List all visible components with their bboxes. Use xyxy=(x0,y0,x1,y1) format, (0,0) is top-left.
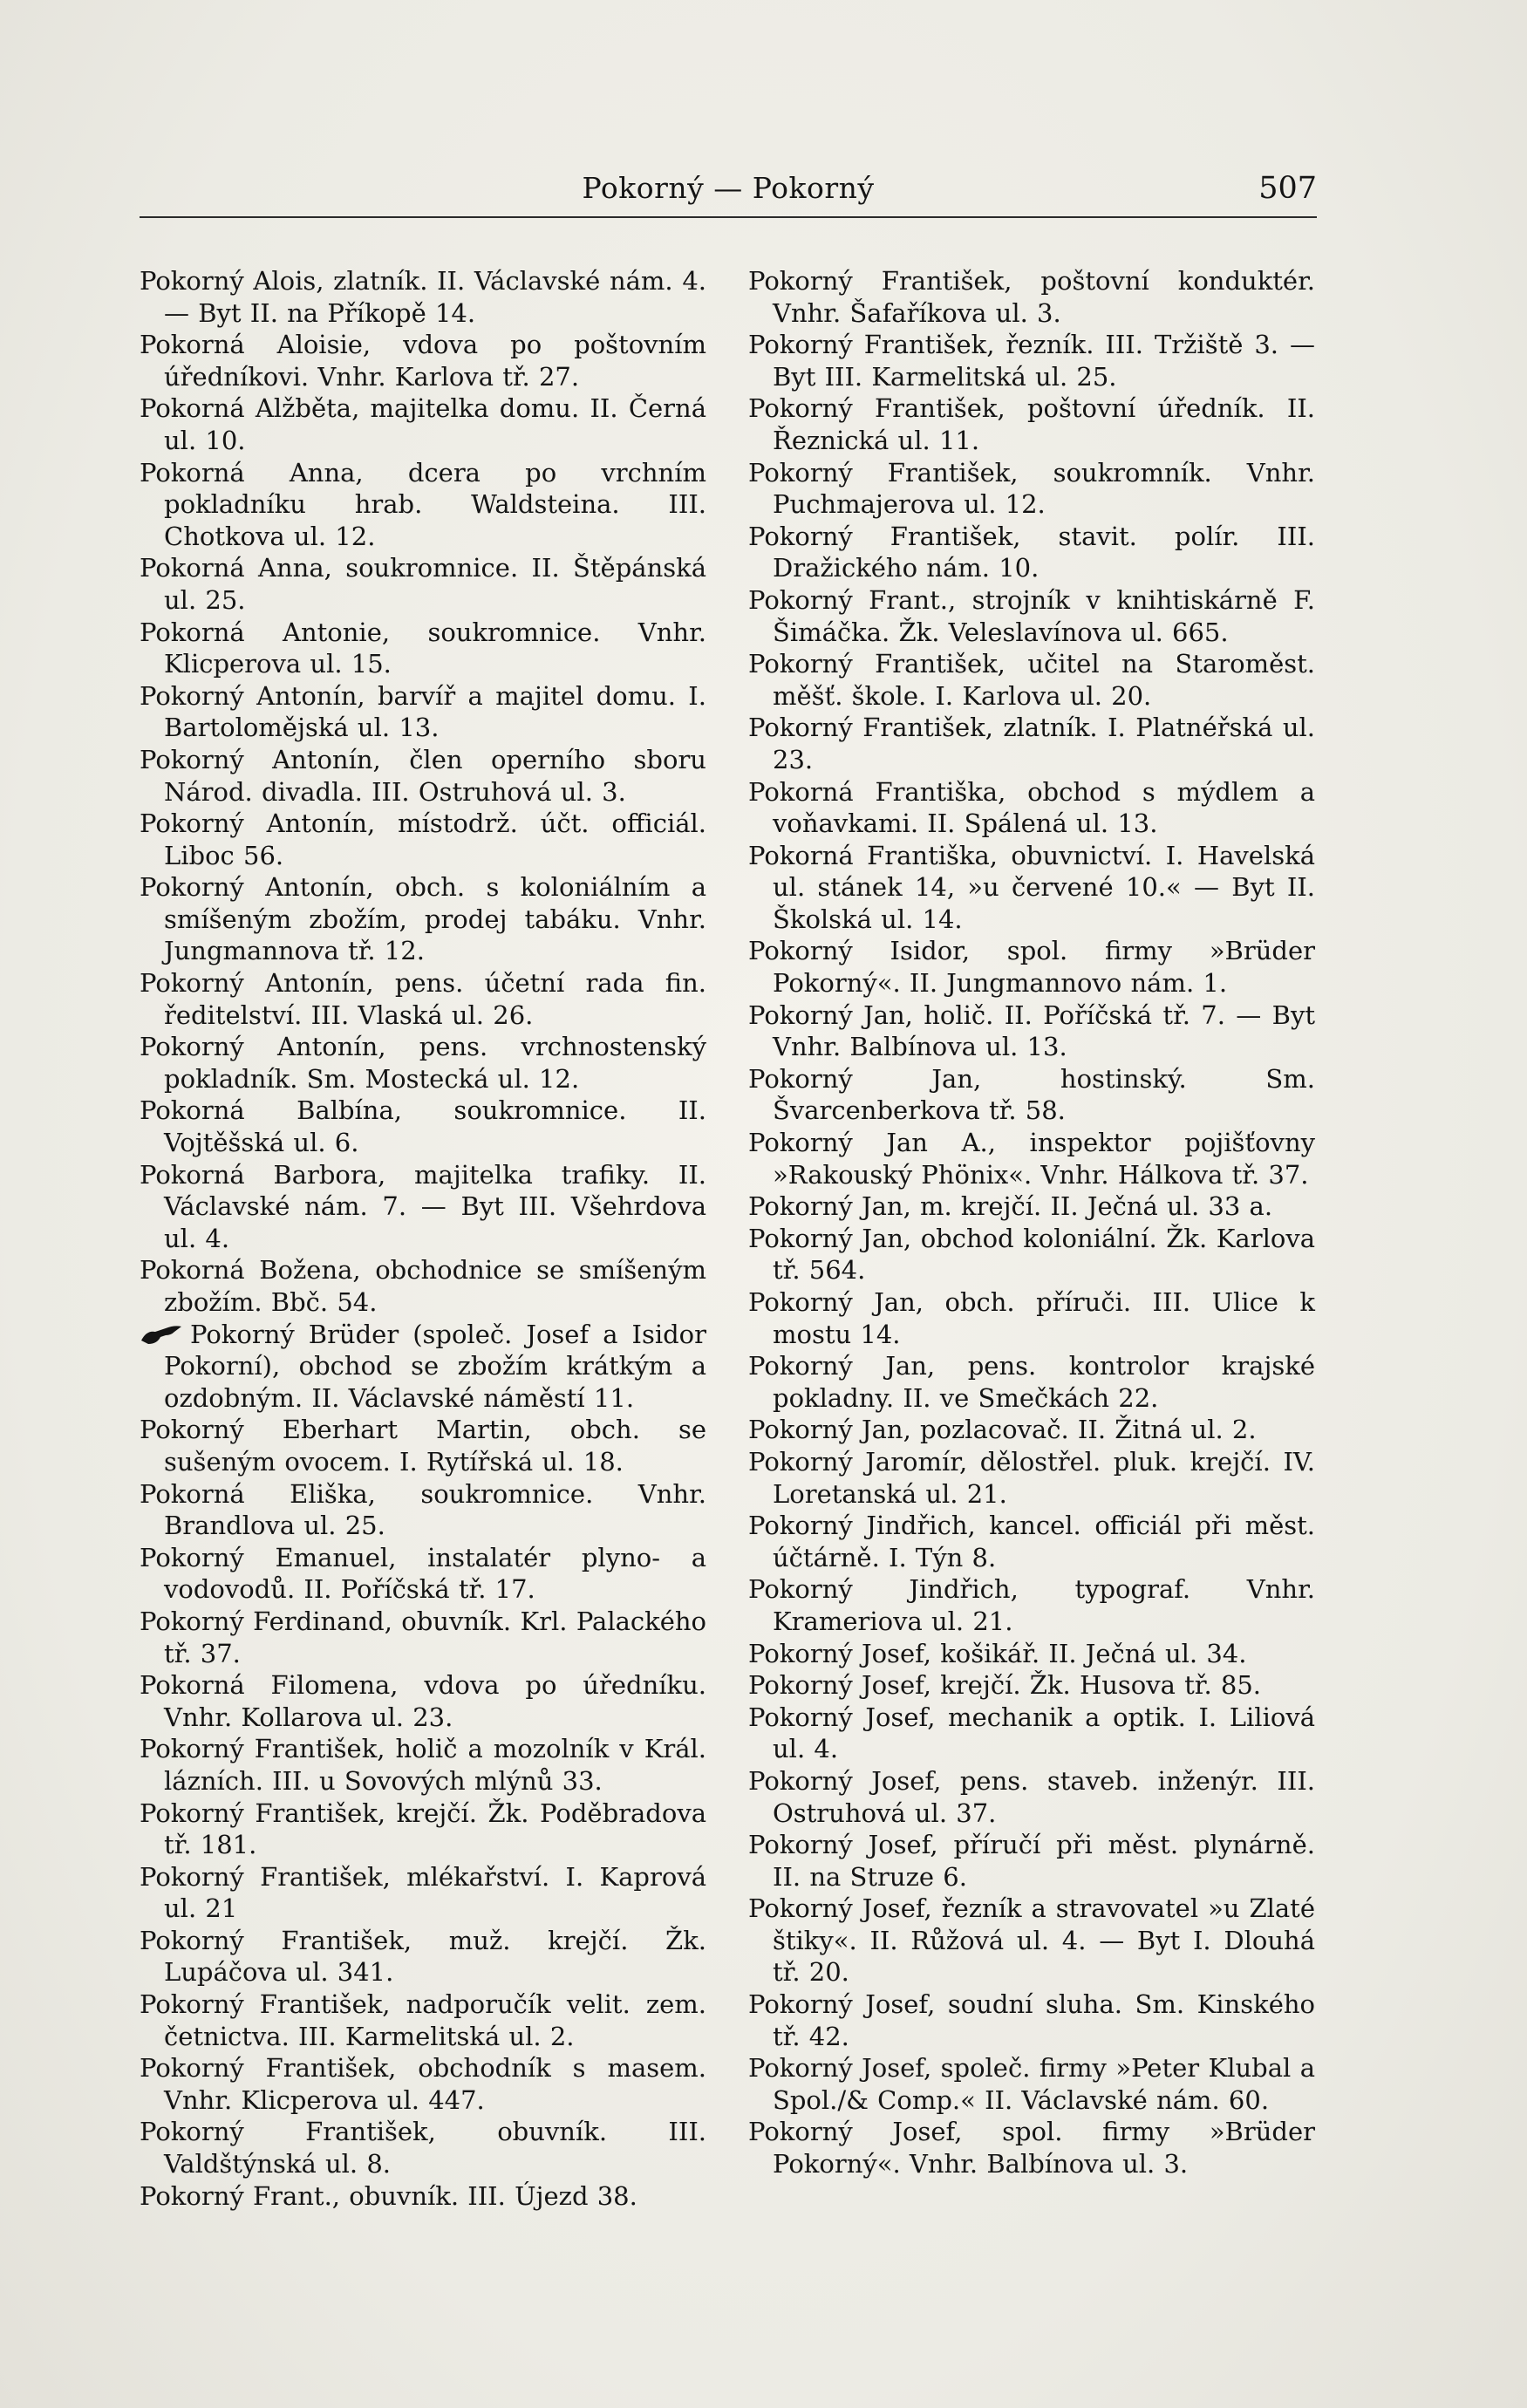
entry-text: Pokorný Jan, m. krejčí. II. Ječná ul. 33 a. xyxy=(748,1191,1273,1222)
directory-entry xyxy=(140,1733,706,1797)
directory-entry xyxy=(748,1223,1315,1286)
directory-entry xyxy=(748,712,1315,775)
entry-text: Pokorný Josef, krejčí. Žk. Husova tř. 85. xyxy=(748,1670,1262,1701)
pointing-hand-icon xyxy=(140,1323,183,1346)
entry-text: Pokorný František, muž. krejčí. Žk. Lupáčova ul. 341. xyxy=(140,1925,706,1988)
directory-entry xyxy=(748,1829,1315,1893)
entry-text: Pokorný Frant., obuvník. III. Újezd 38. xyxy=(140,2180,637,2211)
directory-entry xyxy=(140,552,706,616)
directory-entry xyxy=(748,999,1315,1063)
directory-entry xyxy=(140,2180,706,2213)
left-column xyxy=(140,265,706,2212)
directory-entry xyxy=(748,2116,1315,2179)
entry-text: Pokorný Josef, spol. firmy »Brüder Pokorný«. Vnhr. Balbínova ul. 3. xyxy=(748,2117,1315,2179)
entry-text: Pokorný Antonín, pens. účetní rada fin. ředitelství. III. Vlaská ul. 26. xyxy=(140,968,706,1030)
directory-entry xyxy=(748,1414,1315,1446)
directory-entry xyxy=(748,1127,1315,1190)
directory-entry xyxy=(748,521,1315,584)
directory-entry xyxy=(140,392,706,456)
directory-entry xyxy=(748,1286,1315,1350)
entry-text: Pokorná Božena, obchodnice se smíšeným zbožím. Bbč. 54. xyxy=(140,1255,706,1317)
directory-entry xyxy=(140,1542,706,1606)
entry-text: Pokorný Ferdinand, obuvník. Krl. Palackého tř. 37. xyxy=(140,1606,706,1668)
entry-text: Pokorný Antonín, člen operního sboru Národ. divadla. III. Ostruhová ul. 3. xyxy=(140,744,706,807)
directory-entry xyxy=(140,1988,706,2052)
entry-text: Pokorná Anna, soukromnice. II. Štěpánská ul. 25. xyxy=(140,553,706,615)
directory-entry xyxy=(748,1510,1315,1573)
running-title: Pokorný — Pokorný xyxy=(582,171,875,205)
page-number: 507 xyxy=(1258,171,1317,206)
entry-text: Pokorný František, poštovní konduktér. Vnhr. Šafaříkova ul. 3. xyxy=(748,266,1315,328)
directory-entry xyxy=(748,265,1315,329)
entry-text: Pokorný Josef, společ. firmy »Peter Klubal a Spol./& Comp.« II. Václavské nám. 60. xyxy=(748,2053,1315,2115)
entry-text: Pokorný Josef, příručí při měst. plynárně. II. na Struze 6. xyxy=(748,1830,1315,1892)
entry-text: Pokorný Jan, holič. II. Poříčská tř. 7. — Byt Vnhr. Balbínova ul. 13. xyxy=(748,999,1315,1062)
directory-entry xyxy=(140,1478,706,1542)
entry-text: Pokorný Antonín, místodrž. účt. officiál. Liboc 56. xyxy=(140,808,706,870)
entry-text: Pokorný Brüder (společ. Josef a Isidor Pokorní), obchod se zbožím krátkým a ozdobným. II. Václavské náměstí 11. xyxy=(164,1319,706,1413)
entry-text: Pokorný František, řezník. III. Tržiště 3. — Byt III. Karmelitská ul. 25. xyxy=(748,330,1315,392)
directory-entry xyxy=(748,1988,1315,2052)
directory-entry xyxy=(140,2052,706,2116)
entry-text: Pokorná Filomena, vdova po úředníku. Vnhr. Kollarova ul. 23. xyxy=(140,1670,706,1732)
entry-text: Pokorná Aloisie, vdova po poštovním úředníkovi. Vnhr. Karlova tř. 27. xyxy=(140,330,706,392)
entry-text: Pokorný Antonín, obch. s koloniálním a smíšeným zbožím, prodej tabáku. Vnhr. Jungmannova tř. 12. xyxy=(140,872,706,966)
directory-entry xyxy=(748,935,1315,999)
entry-text: Pokorná Antonie, soukromnice. Vnhr. Klicperova ul. 15. xyxy=(140,617,706,679)
directory-entry xyxy=(748,1190,1315,1223)
entry-text: Pokorný Jan, pozlacovač. II. Žitná ul. 2. xyxy=(748,1415,1257,1445)
directory-entry xyxy=(140,808,706,871)
entry-text: Pokorný Jan, pens. kontrolor krajské pokladny. II. ve Smečkách 22. xyxy=(748,1351,1315,1413)
entry-text: Pokorná Anna, dcera po vrchním pokladníku hrab. Waldsteina. III. Chotkova ul. 12. xyxy=(140,457,706,551)
directory-entry xyxy=(748,2052,1315,2116)
entry-text: Pokorný Alois, zlatník. II. Václavské nám. 4. — Byt II. na Příkopě 14. xyxy=(140,266,706,328)
entry-text: Pokorný František, obchodník s masem. Vnhr. Klicperova ul. 447. xyxy=(140,2053,706,2115)
entry-text: Pokorný František, krejčí. Žk. Poděbradova tř. 181. xyxy=(140,1797,706,1860)
entry-text: Pokorná Barbora, majitelka trafiky. II. Václavské nám. 7. — Byt III. Všehrdova ul. 4. xyxy=(140,1159,706,1253)
entry-text: Pokorný Antonín, pens. vrchnostenský pokladník. Sm. Mostecká ul. 12. xyxy=(140,1032,706,1094)
entry-text: Pokorný Frant., strojník v knihtiskárně F. Šimáčka. Žk. Veleslavínova ul. 665. xyxy=(748,584,1315,647)
header-rule xyxy=(140,216,1317,218)
entry-text: Pokorný František, soukromník. Vnhr. Puchmajerova ul. 12. xyxy=(748,457,1315,520)
directory-entry xyxy=(748,584,1315,648)
entry-text: Pokorný František, učitel na Staroměst. měšť. škole. I. Karlova ul. 20. xyxy=(748,649,1315,711)
directory-entry xyxy=(748,1446,1315,1510)
entry-text: Pokorný Jan, obchod koloniální. Žk. Karlova tř. 564. xyxy=(748,1223,1315,1286)
directory-entry xyxy=(140,967,706,1031)
entry-text: Pokorný Eberhart Martin, obch. se sušeným ovocem. I. Rytířská ul. 18. xyxy=(140,1415,706,1477)
directory-entry xyxy=(140,680,706,744)
directory-entry xyxy=(748,648,1315,712)
directory-entry xyxy=(140,265,706,329)
directory-entry xyxy=(140,1861,706,1925)
entry-text: Pokorný František, obuvník. III. Valdštýnská ul. 8. xyxy=(140,2117,706,2179)
entry-text: Pokorný František, mlékařství. I. Kaprová ul. 21 xyxy=(140,1861,706,1924)
entry-text: Pokorný Josef, pens. staveb. inženýr. III. Ostruhová ul. 37. xyxy=(748,1765,1315,1828)
directory-entry xyxy=(748,329,1315,392)
directory-entry xyxy=(140,1669,706,1733)
directory-entry xyxy=(140,744,706,808)
entry-text: Pokorný Josef, řezník a stravovatel »u Zlaté štiky«. II. Růžová ul. 4. — Byt I. Dlouhá tř. 20. xyxy=(748,1893,1315,1988)
entry-text: Pokorný Jindřich, typograf. Vnhr. Krameriova ul. 21. xyxy=(748,1574,1315,1636)
directory-entry xyxy=(748,776,1315,840)
entry-text: Pokorný Josef, soudní sluha. Sm. Kinského tř. 42. xyxy=(748,1989,1315,2051)
directory-entry xyxy=(748,1669,1315,1702)
entry-text: Pokorný František, holič a mozolník v Král. lázních. III. u Sovových mlýnů 33. xyxy=(140,1734,706,1796)
entry-text: Pokorný Jaromír, dělostřel. pluk. krejčí. IV. Loretanská ul. 21. xyxy=(748,1446,1315,1509)
directory-entry xyxy=(748,1765,1315,1829)
directory-entry xyxy=(748,1573,1315,1637)
right-column xyxy=(748,265,1315,2180)
entry-text: Pokorný František, nadporučík velit. zem. četnictva. III. Karmelitská ul. 2. xyxy=(140,1989,706,2051)
directory-entry xyxy=(140,1414,706,1477)
directory-entry xyxy=(748,392,1315,456)
directory-entry xyxy=(748,1638,1315,1670)
entry-text: Pokorný Jan A., inspektor pojišťovny »Rakouský Phönix«. Vnhr. Hálkova tř. 37. xyxy=(748,1128,1315,1190)
entry-text: Pokorný Jindřich, kancel. officiál při měst. účtárně. I. Týn 8. xyxy=(748,1511,1315,1572)
directory-entry xyxy=(140,1159,706,1255)
entry-text: Pokorný Isidor, spol. firmy »Brüder Pokorný«. II. Jungmannovo nám. 1. xyxy=(748,936,1315,999)
directory-entry xyxy=(140,1254,706,1318)
entry-text: Pokorný František, poštovní úředník. II. Řeznická ul. 11. xyxy=(748,393,1315,455)
directory-entry xyxy=(140,871,706,967)
directory-entry xyxy=(748,457,1315,521)
entry-text: Pokorný Jan, hostinský. Sm. Švarcenberkova tř. 58. xyxy=(748,1063,1315,1126)
entry-text: Pokorný František, zlatník. I. Platnéřská ul. 23. xyxy=(748,713,1315,774)
entry-text: Pokorná Balbína, soukromnice. II. Vojtěšská ul. 6. xyxy=(140,1095,706,1158)
entry-text: Pokorná Alžběta, majitelka domu. II. Černá ul. 10. xyxy=(140,393,706,455)
directory-entry xyxy=(140,2116,706,2179)
entry-text: Pokorný Jan, obch. příruči. III. Ulice k mostu 14. xyxy=(748,1287,1315,1349)
directory-entry xyxy=(748,1893,1315,1988)
directory-entry xyxy=(748,840,1315,936)
entry-text: Pokorný Josef, košikář. II. Ječná ul. 34. xyxy=(748,1638,1247,1668)
entry-text: Pokorná Františka, obuvnictví. I. Havelská ul. stánek 14, »u červené 10.« — Byt II. Školská ul. 14. xyxy=(748,840,1315,934)
entry-text: Pokorná Františka, obchod s mýdlem a voňavkami. II. Spálená ul. 13. xyxy=(748,776,1315,839)
directory-entry xyxy=(140,1095,706,1158)
entry-text: Pokorný Antonín, barvíř a majitel domu. I. Bartolomějská ul. 13. xyxy=(140,680,706,743)
directory-entry xyxy=(140,1606,706,1669)
entry-text: Pokorný Emanuel, instalatér plyno- a vodovodů. II. Poříčská tř. 17. xyxy=(140,1542,706,1605)
directory-entry xyxy=(140,1319,706,1415)
directory-entry xyxy=(140,1031,706,1095)
directory-entry xyxy=(748,1063,1315,1127)
entry-text: Pokorný František, stavit. polír. III. Dražického nám. 10. xyxy=(748,521,1315,583)
directory-entry xyxy=(140,617,706,680)
directory-entry xyxy=(140,457,706,553)
directory-entry xyxy=(140,1925,706,1988)
entry-text: Pokorná Eliška, soukromnice. Vnhr. Brandlova ul. 25. xyxy=(140,1478,706,1541)
directory-entry xyxy=(140,1797,706,1861)
entry-text: Pokorný Josef, mechanik a optik. I. Liliová ul. 4. xyxy=(748,1702,1315,1764)
directory-entry xyxy=(748,1350,1315,1414)
directory-entry xyxy=(748,1702,1315,1765)
directory-entry xyxy=(140,329,706,392)
page-header xyxy=(140,171,1317,215)
